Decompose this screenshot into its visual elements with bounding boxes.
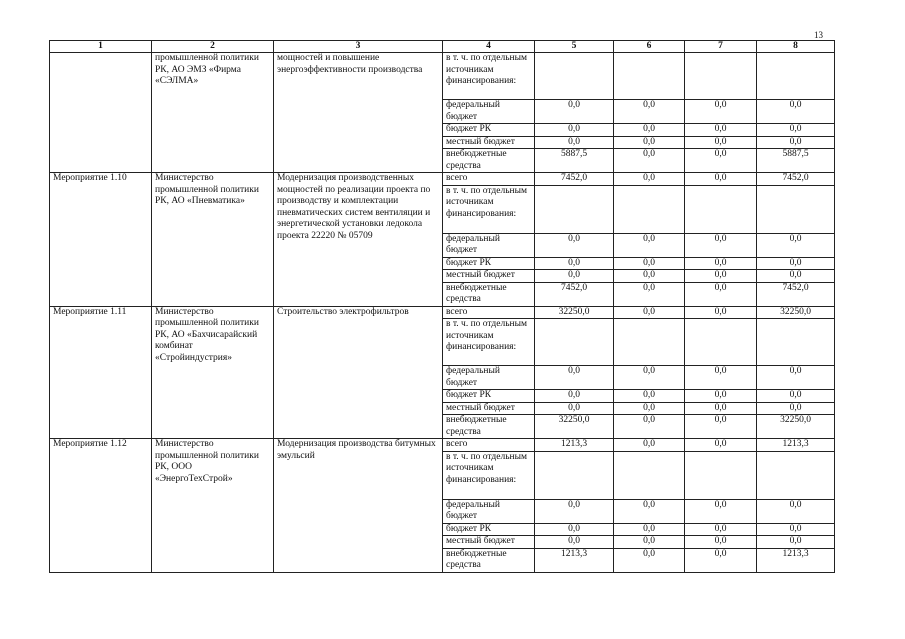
value-cell: 7452,0: [757, 173, 835, 186]
table-row: [50, 306, 835, 319]
measure-cell: Мероприятие 1.12: [50, 439, 152, 573]
value-cell: 32250,0: [757, 415, 835, 439]
value-cell: 0,0: [757, 390, 835, 403]
value-cell: 0,0: [535, 536, 614, 549]
value-cell: [614, 53, 685, 100]
source-cell: внебюджетные средства: [443, 415, 535, 439]
value-cell: 0,0: [535, 257, 614, 270]
value-cell: 0,0: [685, 173, 757, 186]
description-cell: Модернизация производства битумных эмульсий: [274, 439, 443, 573]
value-cell: 7452,0: [535, 282, 614, 306]
value-cell: 0,0: [535, 390, 614, 403]
description-cell: Модернизация производственных мощностей по реализации проекта по производству и комплектации пневматических систем вентиляции и энергетической установки ледокола проекта 22220 № 05709: [274, 173, 443, 307]
value-cell: 0,0: [535, 499, 614, 523]
value-cell: 0,0: [757, 257, 835, 270]
value-cell: 0,0: [685, 499, 757, 523]
column-header: 5: [535, 41, 614, 53]
value-cell: 0,0: [685, 390, 757, 403]
source-cell: в т. ч. по отдельным источникам финансирования:: [443, 319, 535, 366]
value-cell: 0,0: [614, 548, 685, 572]
executor-cell: промышленной политики РК, АО ЭМЗ «Фирма «СЭЛМА»: [152, 53, 274, 173]
value-cell: 0,0: [614, 536, 685, 549]
value-cell: 0,0: [685, 136, 757, 149]
value-cell: [614, 451, 685, 499]
value-cell: 0,0: [757, 100, 835, 124]
value-cell: 0,0: [614, 390, 685, 403]
value-cell: [757, 53, 835, 100]
value-cell: 1213,3: [757, 548, 835, 572]
source-cell: местный бюджет: [443, 136, 535, 149]
column-header: 4: [443, 41, 535, 53]
table-row: [50, 173, 835, 186]
table-body: [50, 53, 835, 573]
source-cell: всего: [443, 439, 535, 452]
value-cell: [535, 185, 614, 233]
description-cell: Строительство электрофильтров: [274, 306, 443, 439]
measure-cell: [50, 53, 152, 173]
value-cell: 0,0: [614, 306, 685, 319]
value-cell: 0,0: [614, 257, 685, 270]
source-cell: федеральный бюджет: [443, 366, 535, 390]
source-cell: федеральный бюджет: [443, 100, 535, 124]
value-cell: 7452,0: [757, 282, 835, 306]
value-cell: [535, 451, 614, 499]
value-cell: 0,0: [685, 100, 757, 124]
measure-cell: Мероприятие 1.11: [50, 306, 152, 439]
source-cell: местный бюджет: [443, 402, 535, 415]
value-cell: 0,0: [614, 233, 685, 257]
value-cell: 0,0: [614, 499, 685, 523]
value-cell: 0,0: [757, 536, 835, 549]
table-row: [50, 439, 835, 452]
executor-cell: Министерство промышленной политики РК, АО «Пневматика»: [152, 173, 274, 307]
value-cell: 1213,3: [535, 548, 614, 572]
value-cell: 0,0: [535, 402, 614, 415]
value-cell: 0,0: [685, 257, 757, 270]
value-cell: 0,0: [685, 270, 757, 283]
source-cell: в т. ч. по отдельным источникам финансирования:: [443, 185, 535, 233]
value-cell: 0,0: [685, 548, 757, 572]
source-cell: бюджет РК: [443, 390, 535, 403]
column-header: 2: [152, 41, 274, 53]
value-cell: [685, 319, 757, 366]
financing-table: [49, 40, 835, 573]
source-cell: всего: [443, 306, 535, 319]
value-cell: 0,0: [614, 100, 685, 124]
value-cell: 0,0: [535, 124, 614, 137]
value-cell: 0,0: [614, 402, 685, 415]
value-cell: 32250,0: [757, 306, 835, 319]
value-cell: 5887,5: [757, 149, 835, 173]
value-cell: 0,0: [685, 402, 757, 415]
column-header: 7: [685, 41, 757, 53]
value-cell: 32250,0: [535, 306, 614, 319]
value-cell: 0,0: [685, 536, 757, 549]
value-cell: [535, 319, 614, 366]
value-cell: 0,0: [757, 124, 835, 137]
page-number: 13: [814, 30, 823, 40]
column-header: 3: [274, 41, 443, 53]
source-cell: бюджет РК: [443, 124, 535, 137]
value-cell: [614, 185, 685, 233]
source-cell: в т. ч. по отдельным источникам финансирования:: [443, 53, 535, 100]
value-cell: 0,0: [614, 415, 685, 439]
value-cell: 0,0: [757, 523, 835, 536]
source-cell: внебюджетные средства: [443, 282, 535, 306]
value-cell: 0,0: [757, 233, 835, 257]
value-cell: 0,0: [685, 233, 757, 257]
source-cell: местный бюджет: [443, 536, 535, 549]
column-header: 8: [757, 41, 835, 53]
value-cell: 0,0: [614, 124, 685, 137]
value-cell: [757, 451, 835, 499]
value-cell: 5887,5: [535, 149, 614, 173]
value-cell: 0,0: [685, 306, 757, 319]
value-cell: 0,0: [535, 270, 614, 283]
source-cell: федеральный бюджет: [443, 233, 535, 257]
value-cell: 0,0: [685, 523, 757, 536]
value-cell: 0,0: [685, 124, 757, 137]
value-cell: 0,0: [757, 499, 835, 523]
value-cell: 0,0: [614, 136, 685, 149]
value-cell: 0,0: [614, 439, 685, 452]
description-cell: мощностей и повышение энергоэффективности производства: [274, 53, 443, 173]
value-cell: [757, 319, 835, 366]
measure-cell: Мероприятие 1.10: [50, 173, 152, 307]
value-cell: 0,0: [757, 270, 835, 283]
source-cell: местный бюджет: [443, 270, 535, 283]
value-cell: 0,0: [614, 523, 685, 536]
value-cell: [685, 53, 757, 100]
value-cell: [614, 319, 685, 366]
source-cell: федеральный бюджет: [443, 499, 535, 523]
source-cell: в т. ч. по отдельным источникам финансирования:: [443, 451, 535, 499]
header-row: [50, 41, 835, 53]
value-cell: 0,0: [685, 415, 757, 439]
value-cell: [685, 451, 757, 499]
column-header: 1: [50, 41, 152, 53]
value-cell: [535, 53, 614, 100]
value-cell: 0,0: [535, 233, 614, 257]
value-cell: [685, 185, 757, 233]
value-cell: 0,0: [757, 136, 835, 149]
value-cell: 0,0: [757, 366, 835, 390]
value-cell: 0,0: [614, 149, 685, 173]
source-cell: бюджет РК: [443, 523, 535, 536]
value-cell: 0,0: [757, 402, 835, 415]
source-cell: внебюджетные средства: [443, 548, 535, 572]
source-cell: всего: [443, 173, 535, 186]
executor-cell: Министерство промышленной политики РК, АО «Бахчисарайский комбинат «Стройиндустрия»: [152, 306, 274, 439]
value-cell: 32250,0: [535, 415, 614, 439]
value-cell: 0,0: [614, 282, 685, 306]
value-cell: 0,0: [685, 366, 757, 390]
column-header: 6: [614, 41, 685, 53]
value-cell: 0,0: [535, 100, 614, 124]
source-cell: внебюджетные средства: [443, 149, 535, 173]
value-cell: 0,0: [535, 136, 614, 149]
executor-cell: Министерство промышленной политики РК, ООО «ЭнергоТехСтрой»: [152, 439, 274, 573]
value-cell: 0,0: [685, 149, 757, 173]
source-cell: бюджет РК: [443, 257, 535, 270]
table-row: [50, 53, 835, 100]
value-cell: 0,0: [685, 282, 757, 306]
value-cell: [757, 185, 835, 233]
value-cell: 1213,3: [757, 439, 835, 452]
value-cell: 0,0: [614, 270, 685, 283]
value-cell: 0,0: [614, 366, 685, 390]
value-cell: 0,0: [685, 439, 757, 452]
value-cell: 1213,3: [535, 439, 614, 452]
value-cell: 0,0: [535, 523, 614, 536]
value-cell: 0,0: [614, 173, 685, 186]
value-cell: 7452,0: [535, 173, 614, 186]
value-cell: 0,0: [535, 366, 614, 390]
